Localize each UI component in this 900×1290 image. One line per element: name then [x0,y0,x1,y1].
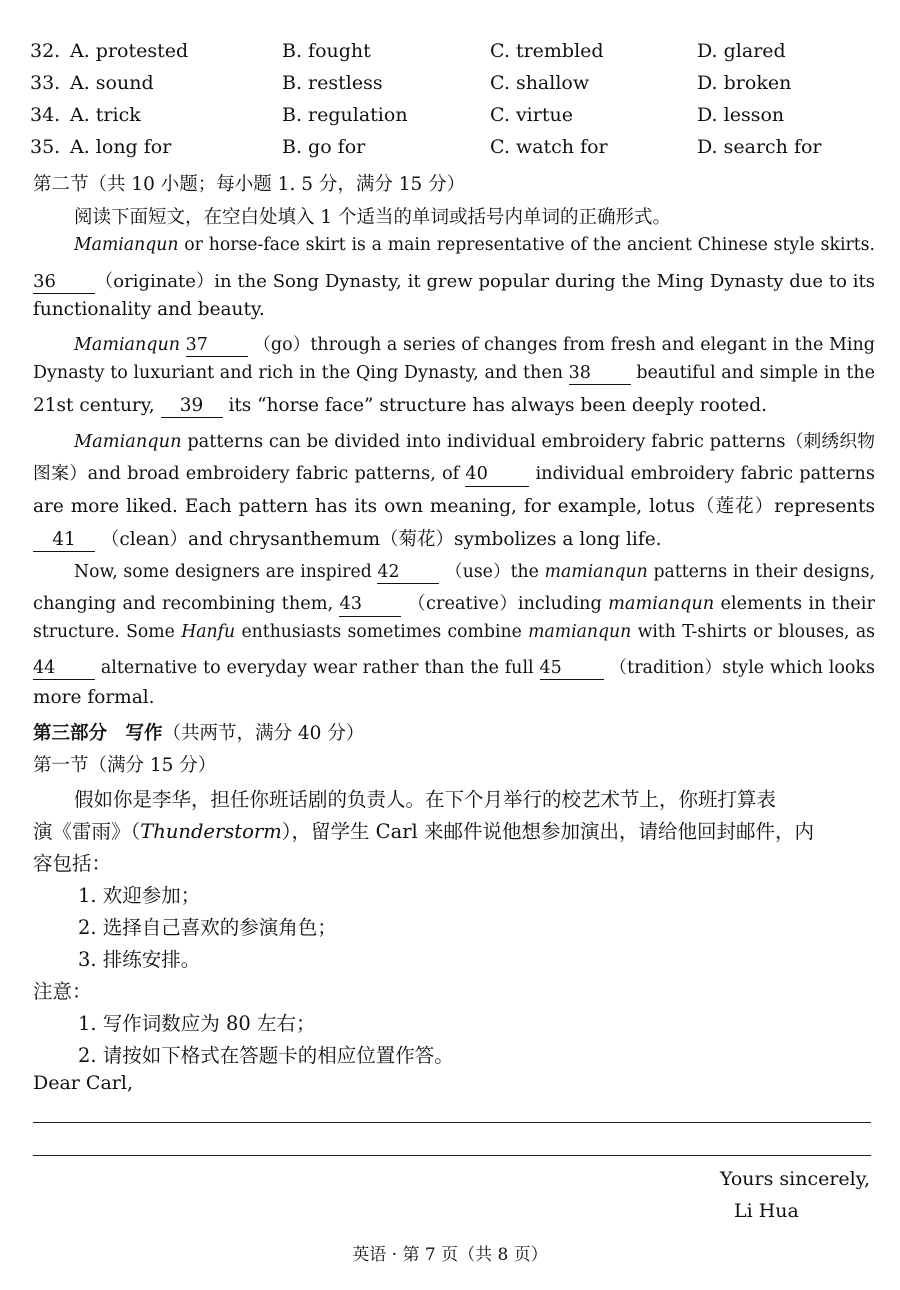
option-c: C. trembled [490,40,604,62]
option-row-35 [30,136,890,168]
blank-41[interactable]: 41 [33,530,95,552]
italic-term: Thunderstorm [140,820,282,843]
option-d: D. lesson [697,104,785,126]
italic-term: mamianqun [528,622,632,642]
option-b: B. regulation [282,104,408,126]
section2-instruction: 阅读下面短文，在空白处填入 1 个适当的单词或括号内单词的正确形式。 [74,207,672,228]
option-a: A. sound [70,72,154,94]
text-span: changing and recombining them, [33,594,334,614]
passage-p4-line4 [33,654,875,680]
content-item-1: 1. 欢迎参加； [78,884,201,907]
option-row-32 [30,40,890,72]
option-a: A. trick [70,104,141,126]
blank-39[interactable]: 39 [161,396,223,418]
passage-p4-line3 [33,622,875,642]
text-span: ），留学生 Carl 来邮件说他想参加演出，请给他回封邮件，内 [281,820,814,843]
option-c: C. virtue [490,104,573,126]
italic-term: Mamianqun [74,432,182,452]
question-number: 35. [30,136,61,158]
passage-p1-line2 [33,267,875,294]
text-span: （clean）and chrysanthemum（菊花）symbolizes a long life. [100,529,662,550]
passage-p2-line3 [33,395,875,418]
text-span: structure. Some [33,622,182,642]
option-d: D. broken [697,72,792,94]
note-1: 1. 写作词数应为 80 左右； [78,1012,316,1035]
passage-p1-line3: functionality and beauty. [33,299,265,320]
text-span: or horse-face skirt is a main representative of the ancient Chinese style skirts. [178,235,875,255]
option-d: D. search for [697,136,822,158]
note-2: 2. 请按如下格式在答题卡的相应位置作答。 [78,1044,454,1067]
passage-p3-line3: are more liked. Each pattern has its own meaning, for example, lotus（莲花）represents [33,496,875,517]
text-span: beautiful and simple in the [636,363,875,383]
option-c: C. watch for [490,136,608,158]
italic-term: mamianqun [544,562,648,582]
text-span: its “horse face” structure has always been deeply rooted. [228,395,767,416]
option-c: C. shallow [490,72,590,94]
text-span: patterns in their designs, [647,562,876,582]
passage-p1-line1 [74,235,875,255]
prompt-line1: 假如你是李华，担任你班话剧的负责人。在下个月举行的校艺术节上，你班打算表 [74,788,777,811]
heading-bold: 第三部分 写作 [33,723,163,744]
passage-p3-line1 [74,428,875,453]
blank-44[interactable]: 44 [33,659,95,680]
writing-line-1[interactable] [33,1122,871,1123]
blank-42[interactable]: 42 [377,563,439,584]
blank-38[interactable]: 38 [569,364,631,385]
text-span: alternative to everyday wear rather than the full [100,658,534,678]
text-span: （originate）in the Song Dynasty, it grew popular during the Ming Dynasty due to its [95,271,875,292]
text-span: （go）through a series of changes from fresh and elegant in the Ming [253,335,875,355]
blank-45[interactable]: 45 [540,659,604,680]
blank-40[interactable]: 40 [465,465,529,487]
text-span: （creative）including [407,594,609,614]
italic-term: Mamianqun [74,235,179,255]
option-b: B. fought [282,40,371,62]
italic-term: Hanfu [181,622,236,642]
note-label: 注意： [33,980,92,1003]
passage-p2-line1 [74,331,875,357]
option-row-33 [30,72,890,104]
italic-term: mamianqun [608,594,715,614]
passage-p3-line2 [33,460,875,487]
prompt-line2 [33,816,875,844]
page-footer: 英语 · 第 7 页（共 8 页） [352,1245,548,1265]
blank-37[interactable]: 37 [186,336,248,357]
option-a: A. protested [70,40,189,62]
closing: Yours sincerely, [719,1168,870,1190]
text-span: 21st century, [33,395,155,416]
content-item-3: 3. 排练安排。 [78,948,201,971]
passage-p4-line1 [74,557,875,584]
passage-p3-line4 [33,525,875,552]
option-a: A. long for [70,136,172,158]
part3-heading [33,719,875,745]
salutation: Dear Carl, [33,1072,133,1094]
option-b: B. restless [282,72,383,94]
text-span: patterns can be divided into individual embroidery fabric patterns（刺绣织物 [181,432,875,452]
text-span: with T-shirts or blouses, as [631,622,875,642]
question-number: 34. [30,104,61,126]
blank-36[interactable]: 36 [33,272,95,294]
text-span: individual embroidery fabric patterns [535,464,875,484]
text-span: （共两节，满分 40 分） [162,723,365,744]
text-span: enthusiasts sometimes combine [235,622,529,642]
text-span: 演《雷雨》（ [33,820,141,843]
writing-line-2[interactable] [33,1155,871,1156]
option-d: D. glared [697,40,786,62]
prompt-line3: 容包括： [33,852,112,875]
question-number: 32. [30,40,61,62]
section2-heading: 第二节（共 10 小题；每小题 1. 5 分，满分 15 分） [33,174,466,195]
blank-43[interactable]: 43 [339,595,401,617]
text-span: 图案）and broad embroidery fabric patterns, of [33,464,460,484]
option-row-34 [30,104,890,136]
content-item-2: 2. 选择自己喜欢的参演角色； [78,916,337,939]
option-b: B. go for [282,136,366,158]
text-span: （tradition）style which looks [609,658,876,678]
text-span: （use）the [445,562,545,582]
text-span: Now, some designers are inspired [74,562,372,582]
italic-term: Mamianqun [74,335,180,355]
text-span: elements in their [714,594,875,614]
passage-p4-line5: more formal. [33,687,155,708]
passage-p4-line2 [33,590,875,617]
signature: Li Hua [734,1200,799,1222]
part3-subheading: 第一节（满分 15 分） [33,755,217,776]
passage-p2-line2 [33,363,875,385]
text-span: Dynasty to luxuriant and rich in the Qing Dynasty, and then [33,363,563,383]
question-number: 33. [30,72,61,94]
